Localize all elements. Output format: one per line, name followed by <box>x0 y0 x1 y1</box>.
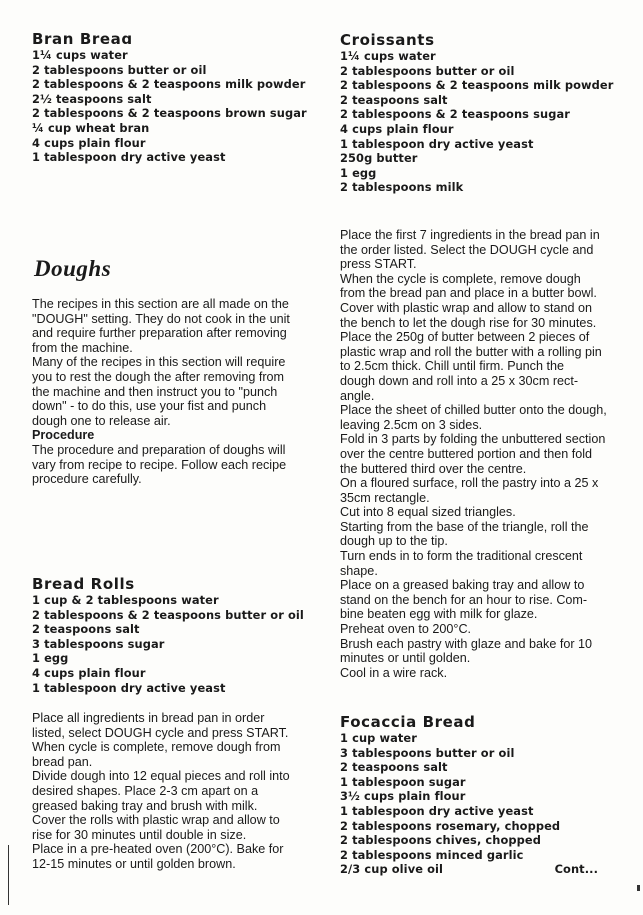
text-line: minutes or until golden. <box>340 651 471 666</box>
section-heading: Doughs <box>34 256 112 281</box>
text-line: 3 tablespoons butter or oil <box>340 745 515 760</box>
text-line: 250g butter <box>340 151 418 166</box>
recipe-title: Bran Breaɑ <box>32 30 133 48</box>
text-line: over the centre buttered portion and then fold <box>340 446 593 461</box>
text-line: 1 tablespoon dry active yeast <box>340 136 534 151</box>
text-line: shape. <box>340 563 378 578</box>
text-line: plastic wrap and roll the butter with a rolling pin <box>340 344 602 359</box>
text-line: the bench to let the dough rise for 30 minutes. <box>340 315 597 330</box>
text-line: 2 tablespoons chives, chopped <box>340 833 542 848</box>
text-line: the machine and then instruct you to "punch <box>32 384 278 399</box>
text-line: 1 tablespoon sugar <box>340 774 466 789</box>
text-line: vary from recipe to recipe. Follow each recipe <box>32 457 287 472</box>
text-line: you to rest the dough the after removing from <box>32 369 285 384</box>
text-line: Turn ends in to form the traditional crescent <box>340 549 583 564</box>
recipe-title: Focaccia Bread <box>340 713 476 731</box>
text-line: 2 teaspoons salt <box>340 760 448 775</box>
text-line: bread pan. <box>32 754 93 769</box>
text-line: When cycle is complete, remove dough from <box>32 740 281 755</box>
text-line: Place all ingredients in bread pan in order <box>32 711 265 725</box>
text-line: rise for 30 minutes until double in size. <box>32 827 247 842</box>
text-line: Divide dough into 12 equal pieces and roll into <box>32 769 290 784</box>
text-line: Many of the recipes in this section will require <box>32 355 286 370</box>
text-line: 2 tablespoons rosemary, chopped <box>340 818 561 833</box>
text-line: 2 tablespoons butter or oil <box>340 63 515 78</box>
croissants-method <box>340 228 607 680</box>
text-line: 2 tablespoons & 2 teaspoons brown sugar <box>32 106 307 121</box>
text-line: Place the sheet of chilled butter onto the dough, <box>340 403 607 418</box>
text-line: 2 teaspoons salt <box>32 622 140 637</box>
text-line: 2 teaspoons salt <box>340 92 448 107</box>
text-line: Cut into 8 equal sized triangles. <box>340 505 516 520</box>
text-line: Cover the rolls with plastic wrap and allow to <box>32 813 280 828</box>
text-line: 2 tablespoons & 2 teaspoons butter or oil <box>32 607 304 622</box>
focaccia-recipe <box>340 713 598 877</box>
text-line: 2 tablespoons & 2 teaspoons milk powder <box>340 78 614 93</box>
text-line: the order listed. Select the DOUGH cycle and <box>340 242 594 257</box>
text-line: listed, select DOUGH cycle and press START. <box>32 725 289 740</box>
last-ingredient: 2/3 cup olive oil <box>340 862 444 877</box>
text-line: leaving 2.5cm on 3 sides. <box>340 417 483 432</box>
ingredient-list <box>32 593 304 695</box>
text-line: 2 tablespoons & 2 teaspoons milk powder <box>32 77 306 92</box>
text-line: ¼ cup wheat bran <box>32 120 150 135</box>
text-line: 1 cup water <box>340 731 417 745</box>
text-line: bine beaten egg with milk for glaze. <box>340 607 538 622</box>
text-line: 2 tablespoons butter or oil <box>32 62 207 77</box>
scan-corner-mark <box>637 885 640 891</box>
continued-label: Cont... <box>554 862 598 877</box>
scan-edge-mark <box>8 845 9 905</box>
text-line: 1 egg <box>340 165 377 180</box>
text-line: The recipes in this section are all made on the <box>32 297 289 311</box>
recipe-title: Croissants <box>340 31 435 49</box>
text-line: Place on a greased baking tray and allow to <box>340 578 585 593</box>
text-line: greased baking tray and brush with milk. <box>32 798 258 813</box>
ingredient-list <box>32 48 307 165</box>
text-line: 2 tablespoons & 2 teaspoons sugar <box>340 107 570 122</box>
bread-rolls-method <box>32 711 290 872</box>
text-line: "DOUGH" setting. They do not cook in the unit <box>32 311 290 326</box>
text-line: to 2.5cm thick. Chill until firm. Punch the <box>340 359 564 374</box>
text-line: 1 tablespoon dry active yeast <box>32 680 226 695</box>
text-line: 1 tablespoon dry active yeast <box>340 803 534 818</box>
text-line: press START. <box>340 257 417 272</box>
text-line: 3½ cups plain flour <box>340 789 466 804</box>
bran-bread-recipe <box>32 30 307 165</box>
doughs-intro <box>32 297 290 487</box>
text-line: 1¼ cups water <box>32 48 128 62</box>
last-ingredient-row <box>340 862 598 877</box>
text-line: 2½ teaspoons salt <box>32 91 152 106</box>
text-line: stand on the bench for an hour to rise. Com- <box>340 592 588 607</box>
text-line: 4 cups plain flour <box>340 121 454 136</box>
text-line: down" - to do this, use your fist and punch <box>32 399 267 414</box>
text-line: When the cycle is complete, remove dough <box>340 271 581 286</box>
text-line: 4 cups plain flour <box>32 135 146 150</box>
text-line: 1 cup & 2 tablespoons water <box>32 593 219 607</box>
text-line: Starting from the base of the triangle, roll the <box>340 519 589 534</box>
text-line: Fold in 3 parts by folding the unbuttered section <box>340 432 606 447</box>
text-line: the buttered third over the centre. <box>340 461 527 476</box>
text-line: Cool in a wire rack. <box>340 665 448 680</box>
text-line: 3 tablespoons sugar <box>32 636 165 651</box>
croissants-recipe <box>340 31 613 195</box>
text-line: procedure carefully. <box>32 472 142 487</box>
text-line: 1¼ cups water <box>340 49 436 63</box>
text-line: 2 tablespoons milk <box>340 180 464 195</box>
text-line: from the machine. <box>32 340 133 355</box>
text-line: On a floured surface, roll the pastry into a 25 x <box>340 476 599 491</box>
text-line: 4 cups plain flour <box>32 665 146 680</box>
text-line: dough down and roll into a 25 x 30cm rect- <box>340 373 579 388</box>
text-line: Place the first 7 ingredients in the bread pan in <box>340 228 600 242</box>
text-line: dough one to release air. <box>32 413 171 428</box>
text-line: from the bread pan and place in a butter bowl. <box>340 286 597 301</box>
text-line: dough up to the tip. <box>340 534 448 549</box>
text-line: Preheat oven to 200°C. <box>340 622 472 637</box>
intro-text <box>32 297 290 428</box>
text-line: and require further preparation after removing <box>32 326 287 341</box>
procedure-label: Procedure <box>32 428 95 443</box>
text-line: 1 egg <box>32 651 69 666</box>
text-line: 1 tablespoon dry active yeast <box>32 150 226 165</box>
text-line: 35cm rectangle. <box>340 490 430 505</box>
text-line: Cover with plastic wrap and allow to stand on <box>340 300 593 315</box>
text-line: Place in a pre-heated oven (200°C). Bake for <box>32 842 284 857</box>
ingredient-list <box>340 49 613 195</box>
ingredient-list <box>340 731 598 862</box>
text-line: Place the 250g of butter between 2 pieces of <box>340 330 590 345</box>
procedure-text <box>32 443 290 487</box>
text-line: desired shapes. Place 2-3 cm apart on a <box>32 783 259 798</box>
recipe-title: Bread Rolls <box>32 575 135 593</box>
text-line: angle. <box>340 388 375 403</box>
text-line: 2 tablespoons minced garlic <box>340 847 524 862</box>
text-line: Brush each pastry with glaze and bake for 10 <box>340 636 593 651</box>
text-line: 12-15 minutes or until golden brown. <box>32 856 236 871</box>
text-line: The procedure and preparation of doughs will <box>32 442 286 457</box>
bread-rolls-recipe <box>32 575 304 695</box>
